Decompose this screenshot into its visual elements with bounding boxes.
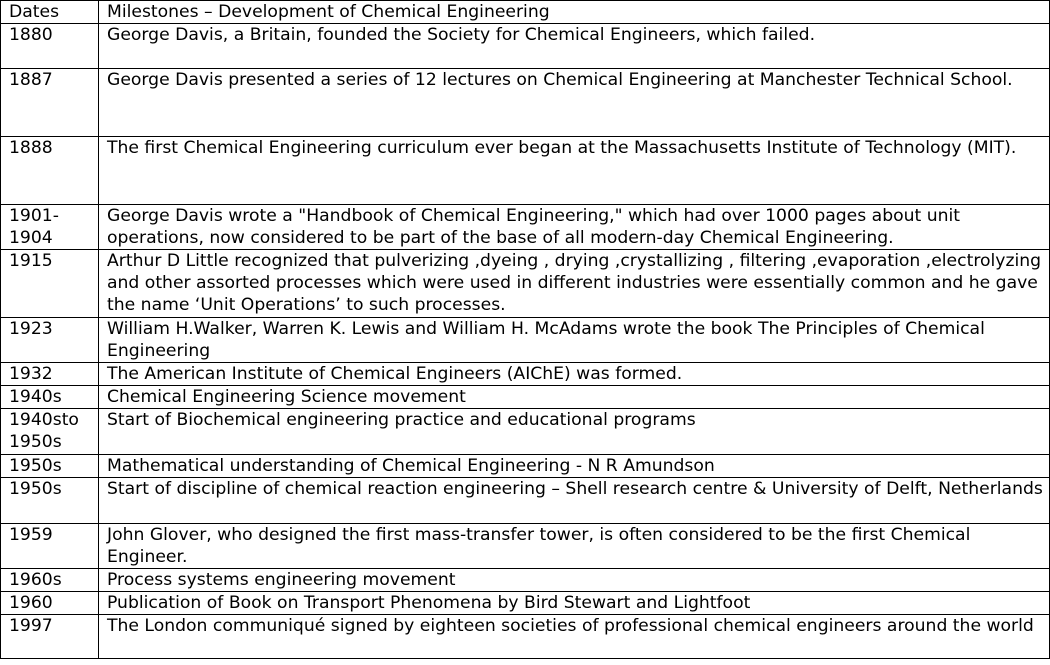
date-cell: 1940sto 1950s — [1, 409, 99, 455]
table-row — [1, 615, 1050, 659]
milestone-cell: Mathematical understanding of Chemical Engineering - N R Amundson — [99, 455, 1050, 478]
table-row — [1, 478, 1050, 524]
date-cell: 1887 — [1, 69, 99, 137]
table-row — [1, 205, 1050, 250]
table-row — [1, 318, 1050, 363]
table-row — [1, 524, 1050, 569]
milestone-cell: John Glover, who designed the first mass-transfer tower, is often considered to be the first Chemical Engineer. — [99, 524, 1050, 569]
table-row — [1, 137, 1050, 205]
date-cell: 1950s — [1, 478, 99, 524]
milestone-cell: George Davis wrote a "Handbook of Chemical Engineering," which had over 1000 pages about unit operations, now considered to be part of the base of all modern-day Chemical Engineering. — [99, 205, 1050, 250]
table-header-row — [1, 1, 1050, 24]
date-cell: 1915 — [1, 250, 99, 318]
date-cell: 1901-1904 — [1, 205, 99, 250]
table-row — [1, 569, 1050, 592]
table-row — [1, 592, 1050, 615]
date-cell: 1997 — [1, 615, 99, 659]
milestones-header: Milestones – Development of Chemical Engineering — [99, 1, 1050, 24]
table-row — [1, 455, 1050, 478]
date-cell: 1959 — [1, 524, 99, 569]
date-cell: 1960s — [1, 569, 99, 592]
table-row — [1, 24, 1050, 69]
milestone-cell: The first Chemical Engineering curriculum ever began at the Massachusetts Institute of Technology (MIT). — [99, 137, 1050, 205]
dates-header: Dates — [1, 1, 99, 24]
milestone-cell: Arthur D Little recognized that pulverizing ,dyeing , drying ,crystallizing , filtering ,evaporation ,electrolyzing and other assorted processes which were used in different industries were essentially common and he gave the name ‘Unit Operations’ to such processes. — [99, 250, 1050, 318]
milestone-cell: The American Institute of Chemical Engineers (AIChE) was formed. — [99, 363, 1050, 386]
date-cell: 1940s — [1, 386, 99, 409]
milestone-cell: Publication of Book on Transport Phenomena by Bird Stewart and Lightfoot — [99, 592, 1050, 615]
milestone-cell: The London communiqué signed by eighteen societies of professional chemical engineers around the world — [99, 615, 1050, 659]
milestone-cell: George Davis, a Britain, founded the Society for Chemical Engineers, which failed. — [99, 24, 1050, 69]
date-cell: 1932 — [1, 363, 99, 386]
milestone-cell: Process systems engineering movement — [99, 569, 1050, 592]
milestone-cell: Start of Biochemical engineering practice and educational programs — [99, 409, 1050, 455]
milestone-cell: George Davis presented a series of 12 lectures on Chemical Engineering at Manchester Technical School. — [99, 69, 1050, 137]
date-cell: 1960 — [1, 592, 99, 615]
milestone-cell: Start of discipline of chemical reaction engineering – Shell research centre & University of Delft, Netherlands — [99, 478, 1050, 524]
date-cell: 1923 — [1, 318, 99, 363]
date-cell: 1888 — [1, 137, 99, 205]
table-row — [1, 363, 1050, 386]
table-row — [1, 409, 1050, 455]
date-cell: 1950s — [1, 455, 99, 478]
milestone-cell: William H.Walker, Warren K. Lewis and William H. McAdams wrote the book The Principles of Chemical Engineering — [99, 318, 1050, 363]
table-row — [1, 69, 1050, 137]
table-row — [1, 250, 1050, 318]
table-row — [1, 386, 1050, 409]
date-cell: 1880 — [1, 24, 99, 69]
milestone-cell: Chemical Engineering Science movement — [99, 386, 1050, 409]
